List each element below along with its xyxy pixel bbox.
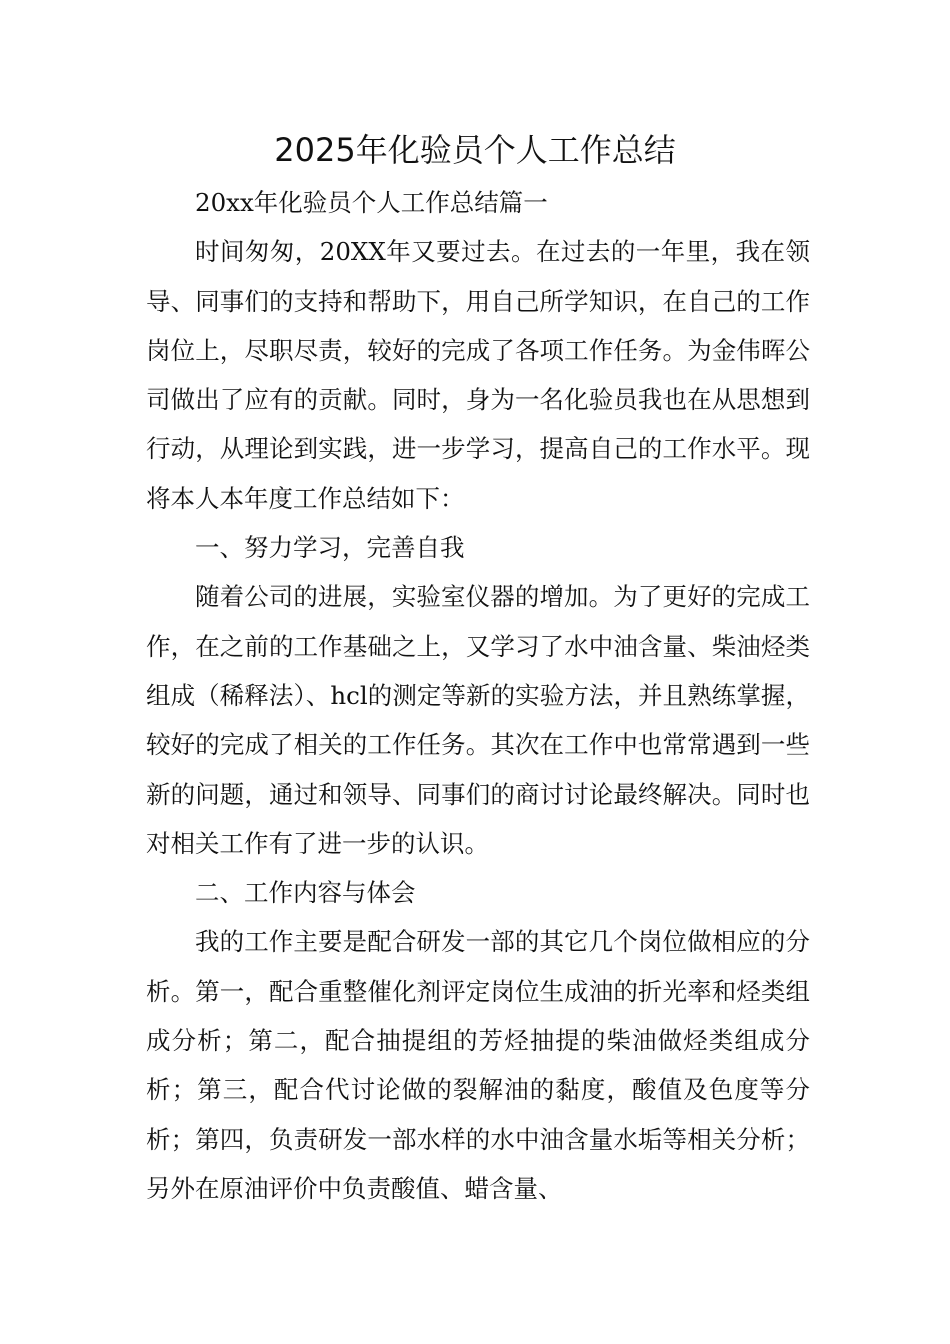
section-heading: 二、工作内容与体会 [195,878,416,908]
document-body [146,178,810,1213]
body-paragraph: 随着公司的进展，实验室仪器的增加。为了更好的完成工作，在之前的工作基础之上，又学习了水中油含量、柴油烃类组成（稀释法）、hcl的测定等新的实验方法，并且熟练掌握，较好的完成了相关的工作任务。其次在工作中也常常遇到一些新的问题，通过和领导、同事们的商讨讨论最终解决。同时也对相关工作有了进一步的认识。 [146,582,810,858]
section-heading: 20xx年化验员个人工作总结篇一 [195,188,548,217]
body-paragraph: 时间匆匆，20XX年又要过去。在过去的一年里，我在领导、同事们的支持和帮助下，用自己所学知识，在自己的工作岗位上，尽职尽责，较好的完成了各项工作任务。为金伟晖公司做出了应有的贡献。同时，身为一名化验员我也在从思想到行动，从理论到实践，进一步学习，提高自己的工作水平。现将本人本年度工作总结如下： [146,237,810,513]
document-title: 2025年化验员个人工作总结 [274,131,676,169]
section-heading: 一、努力学习，完善自我 [195,533,465,563]
body-paragraph: 我的工作主要是配合研发一部的其它几个岗位做相应的分析。第一，配合重整催化剂评定岗位生成油的折光率和烃类组成分析；第二，配合抽提组的芳烃抽提的柴油做烃类组成分析；第三，配合代讨论做的裂解油的黏度，酸值及色度等分析；第四，负责研发一部水样的水中油含量水垢等相关分析；另外在原油评价中负责酸值、蜡含量、 [146,927,810,1203]
